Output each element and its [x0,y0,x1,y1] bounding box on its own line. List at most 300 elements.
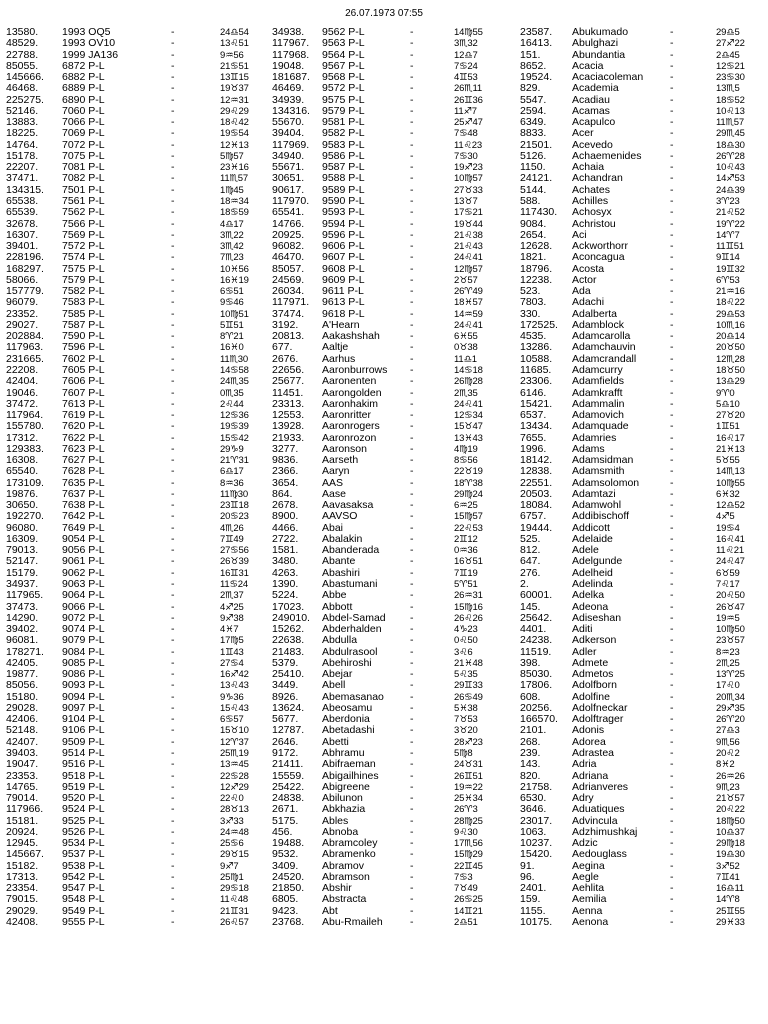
zodiac-position: 5♍8 [454,748,473,759]
zodiac-position: 10♍55 [716,477,745,489]
object-number: 15182. [6,859,39,872]
object-name: 7607 P-L [62,386,105,399]
left-column-table [6,27,526,928]
separator-dash: - [171,138,175,151]
object-name: 9524 P-L [62,803,105,816]
object-name: 9064 P-L [62,589,105,602]
separator-dash: - [410,578,414,591]
separator-dash: - [670,59,674,72]
object-name: 9061 P-L [62,555,105,568]
object-number: 8926. [272,690,299,703]
table-row [520,635,764,646]
object-name: Adriana [572,769,609,782]
object-name: Adry [572,792,594,805]
zodiac-position: 10♍51 [220,308,249,320]
object-name: Adamcarolla [572,330,631,343]
object-number: 2671. [272,803,299,816]
separator-dash: - [410,386,414,399]
zodiac-position: 25♏19 [220,748,249,759]
zodiac-position: 21♓48 [454,657,483,669]
object-name: Aehlita [572,882,605,895]
object-name: Aarhus [322,352,356,365]
separator-dash: - [171,713,175,726]
separator-dash: - [410,555,414,568]
separator-dash: - [410,149,414,162]
separator-dash: - [410,285,414,298]
object-name: Admetos [572,668,614,681]
object-number: 85030. [520,668,553,681]
object-number: 525. [520,532,541,545]
object-number: 42407. [6,735,39,748]
separator-dash: - [171,904,175,917]
zodiac-position: 8♈21 [220,331,244,343]
object-name: Abifraeman [322,758,376,771]
object-name: Adeona [572,600,609,613]
object-number: 16308. [6,454,39,467]
table-row [520,624,764,635]
separator-dash: - [410,701,414,714]
object-number: 812. [520,544,541,557]
object-name: Adonis [572,724,605,737]
object-number: 159. [520,893,541,906]
separator-dash: - [171,59,175,72]
object-name: Adler [572,645,597,658]
object-name: 9593 P-L [322,206,365,219]
separator-dash: - [171,769,175,782]
zodiac-position: 8♒23 [716,646,740,658]
separator-dash: - [410,116,414,129]
zodiac-position: 18♌22 [716,297,745,309]
object-number: 16307. [6,228,39,241]
object-number: 37471. [6,172,39,185]
separator-dash: - [171,634,175,647]
separator-dash: - [171,442,175,455]
object-name: 7596 P-L [62,341,105,354]
zodiac-position: 7♌17 [716,579,740,591]
object-name: 7075 P-L [62,149,105,162]
zodiac-position: 10♌43 [716,162,745,174]
object-name: 9564 P-L [322,48,365,61]
zodiac-position: 26♈20 [716,714,745,726]
table-row [520,128,764,139]
object-name: 9066 P-L [62,600,105,613]
separator-dash: - [410,217,414,230]
object-number: 145. [520,600,541,613]
object-name: 1993 OV10 [62,37,116,50]
zodiac-position: 27♐22 [716,38,745,50]
object-number: 4401. [520,623,547,636]
object-name: Adamquade [572,420,629,433]
zodiac-position: 26♈49 [454,286,483,298]
object-number: 23353. [6,769,39,782]
separator-dash: - [410,397,414,410]
object-name: Abramcoley [322,837,378,850]
object-number: 178271. [6,645,44,658]
object-number: 79014. [6,792,39,805]
separator-dash: - [171,116,175,129]
object-number: 2678. [272,499,299,512]
object-number: 9532. [272,848,299,861]
object-number: 20924. [6,825,39,838]
object-number: 91. [520,859,535,872]
object-number: 42408. [6,915,39,928]
object-number: 239. [520,747,541,759]
object-number: 268. [520,735,541,748]
object-name: 9596 P-L [322,228,365,241]
zodiac-position: 25♓34 [454,793,483,805]
object-number: 6757. [520,510,547,523]
zodiac-position: 13♒45 [220,759,249,771]
table-row [520,827,764,838]
zodiac-position: 21♊31 [220,905,249,917]
zodiac-position: 16♓19 [220,274,249,286]
zodiac-position: 12♓13 [220,139,249,151]
table-row [520,320,764,331]
separator-dash: - [171,589,175,602]
table-row [520,500,764,511]
zodiac-position: 23♓16 [220,162,249,174]
separator-dash: - [670,397,674,410]
zodiac-position: 3♏42 [220,241,244,253]
separator-dash: - [171,397,175,410]
object-name: Abemasanao [322,690,384,703]
separator-dash: - [410,747,414,759]
zodiac-position: 16♌41 [716,533,745,545]
object-name: 9563 P-L [322,37,365,50]
object-number: 96079. [6,296,39,309]
zodiac-position: 12♎7 [454,49,478,61]
zodiac-position: 11♌23 [454,139,482,151]
table-row [6,804,526,815]
separator-dash: - [410,792,414,805]
table-row [520,917,764,928]
separator-dash: - [410,442,414,455]
object-number: 151. [520,48,541,61]
object-number: 96080. [6,521,39,534]
zodiac-position: 26♊36 [454,94,483,106]
zodiac-position: 14♈7 [716,229,740,241]
zodiac-position: 2♊12 [454,533,478,545]
table-row [520,804,764,815]
object-name: Abeosamu [322,701,373,714]
separator-dash: - [670,149,674,162]
separator-dash: - [410,71,414,84]
object-name: Adamchauvin [572,341,636,354]
object-number: 249010. [272,611,310,624]
object-number: 22207. [6,161,39,174]
zodiac-position: 9♌30 [454,826,478,838]
separator-dash: - [410,476,414,489]
object-number: 9836. [272,454,299,467]
object-number: 14766. [272,217,305,230]
table-row [6,128,526,139]
table-row [520,376,764,387]
zodiac-position: 21♋51 [220,60,249,72]
separator-dash: - [171,206,175,219]
object-number: 5224. [272,589,299,602]
separator-dash: - [171,611,175,624]
separator-dash: - [410,194,414,207]
object-number: 21850. [272,882,305,895]
zodiac-position: 14♈8 [716,894,740,906]
object-name: 9520 P-L [62,792,105,805]
zodiac-position: 11♏57 [716,117,744,129]
object-name: 9594 P-L [322,217,365,230]
separator-dash: - [670,825,674,838]
object-name: Acapulco [572,116,616,129]
separator-dash: - [171,194,175,207]
separator-dash: - [670,431,674,444]
zodiac-position: 10♓56 [220,263,249,275]
object-name: 7082 P-L [62,172,105,185]
zodiac-position: 16♉51 [454,556,483,568]
zodiac-position: 19♋39 [220,421,249,433]
zodiac-position: 4♍19 [454,443,478,455]
separator-dash: - [171,93,175,106]
separator-dash: - [171,532,175,545]
table-row [520,241,764,252]
zodiac-position: 12♎52 [716,500,745,512]
zodiac-position: 14♊21 [454,905,483,917]
object-name: Aaronson [322,442,367,455]
object-name: 9568 P-L [322,71,365,84]
object-number: 1390. [272,578,299,591]
table-row [520,286,764,297]
separator-dash: - [171,82,175,95]
zodiac-position: 6♒25 [454,500,478,512]
separator-dash: - [171,409,175,422]
object-number: 181687. [272,71,310,84]
zodiac-position: 26♍28 [454,376,483,388]
table-row [520,489,764,500]
separator-dash: - [670,206,674,219]
object-number: 34940. [272,149,305,162]
separator-dash: - [410,915,414,928]
table-row [6,511,526,522]
zodiac-position: 22♋28 [220,770,249,782]
zodiac-position: 27♉33 [454,184,483,196]
separator-dash: - [670,409,674,422]
zodiac-position: 9♊14 [716,252,740,264]
table-row [520,658,764,669]
object-name: Aberdonia [322,713,370,726]
object-number: 134316. [272,104,310,117]
separator-dash: - [670,566,674,579]
zodiac-position: 14♍55 [454,27,483,38]
separator-dash: - [171,285,175,298]
table-row [520,545,764,556]
separator-dash: - [410,510,414,523]
zodiac-position: 20♉50 [716,342,745,354]
object-name: Aaronrozon [322,431,377,444]
table-row [6,297,526,308]
separator-dash: - [670,882,674,895]
table-row [520,883,764,894]
zodiac-position: 18♓57 [454,297,483,309]
object-number: 85056. [6,679,39,692]
object-number: 5175. [272,814,299,827]
separator-dash: - [171,104,175,117]
separator-dash: - [670,48,674,61]
object-number: 12945. [6,837,39,850]
object-number: 25642. [520,611,553,624]
object-number: 23306. [520,375,553,388]
object-number: 15262. [272,623,305,636]
zodiac-position: 10♎37 [716,826,745,838]
separator-dash: - [171,26,175,38]
separator-dash: - [670,915,674,928]
object-name: Adamcrandall [572,352,637,365]
table-row [520,771,764,782]
object-number: 4466. [272,521,299,534]
object-number: 8900. [272,510,299,523]
separator-dash: - [670,758,674,771]
object-number: 25422. [272,780,305,793]
object-name: Aenna [572,904,603,917]
zodiac-position: 6♓32 [716,488,740,500]
zodiac-position: 14♏13 [716,466,745,478]
zodiac-position: 24♎54 [220,27,249,38]
zodiac-position: 9♐7 [220,860,239,872]
separator-dash: - [171,183,175,196]
object-name: Aaronhakim [322,397,379,410]
zodiac-position: 17♍5 [220,635,244,647]
separator-dash: - [410,307,414,320]
separator-dash: - [171,127,175,140]
object-number: 11685. [520,363,552,376]
object-name: 9547 P-L [62,882,105,895]
object-number: 20256. [520,701,553,714]
separator-dash: - [171,521,175,534]
object-name: AAVSO [322,510,358,523]
zodiac-position: 15♉10 [220,725,249,737]
object-number: 231665. [6,352,44,365]
object-number: 9172. [272,747,299,759]
object-number: 29028. [6,701,39,714]
object-number: 79013. [6,544,39,557]
zodiac-position: 21♉57 [716,793,745,805]
zodiac-position: 7♋48 [454,128,478,140]
object-name: Adamblock [572,318,624,331]
zodiac-position: 12♏28 [716,353,745,365]
zodiac-position: 4♏26 [220,522,244,534]
separator-dash: - [171,363,175,376]
separator-dash: - [171,623,175,636]
object-name: 7619 P-L [62,409,105,422]
separator-dash: - [410,26,414,38]
separator-dash: - [410,273,414,286]
table-row [520,478,764,489]
zodiac-position: 18♉50 [716,364,745,376]
separator-dash: - [410,172,414,185]
zodiac-position: 6♋51 [220,286,244,298]
separator-dash: - [171,803,175,816]
zodiac-position: 27♋56 [220,545,249,557]
object-number: 10237. [520,837,553,850]
table-row [520,838,764,849]
object-number: 129383. [6,442,44,455]
object-name: Adamtazi [572,487,616,500]
object-number: 17312. [6,431,39,444]
table-row [520,162,764,173]
separator-dash: - [171,870,175,883]
separator-dash: - [171,375,175,388]
object-number: 155780. [6,420,44,433]
object-number: 4263. [272,566,299,579]
separator-dash: - [171,499,175,512]
object-number: 21501. [520,138,553,151]
separator-dash: - [670,578,674,591]
object-number: 3654. [272,476,299,489]
zodiac-position: 20♌22 [716,804,745,816]
zodiac-position: 15♉47 [454,421,483,433]
object-name: Aavasaksa [322,499,374,512]
object-name: 9534 P-L [62,837,105,850]
table-row [520,230,764,241]
table-row [6,635,526,646]
object-name: Abehiroshi [322,656,372,669]
separator-dash: - [171,217,175,230]
zodiac-position: 8♒36 [220,477,244,489]
separator-dash: - [410,814,414,827]
separator-dash: - [171,352,175,365]
zodiac-position: 29♏45 [716,128,745,140]
object-name: 7628 P-L [62,465,105,478]
object-name: Acevedo [572,138,613,151]
object-number: 22208. [6,363,39,376]
zodiac-position: 19♐23 [454,162,483,174]
object-number: 2594. [520,104,547,117]
object-number: 15559. [272,769,305,782]
object-name: 9094 P-L [62,690,105,703]
object-name: 7072 P-L [62,138,105,151]
zodiac-position: 8♋56 [454,455,478,467]
object-name: Abundantia [572,48,626,61]
zodiac-position: 24♌41 [454,398,483,410]
object-number: 166570. [520,713,558,726]
object-number: 85057. [272,262,305,275]
separator-dash: - [410,870,414,883]
zodiac-position: 24♉31 [454,759,483,771]
separator-dash: - [171,555,175,568]
object-number: 1821. [520,251,547,264]
object-number: 12553. [272,409,305,422]
table-row [520,906,764,917]
zodiac-position: 19♒5 [716,612,740,624]
zodiac-position: 1♍45 [220,184,244,196]
zodiac-position: 4♑23 [454,624,478,636]
zodiac-position: 12♈37 [220,736,249,748]
zodiac-position: 19♒22 [454,781,483,793]
object-number: 13883. [6,116,39,129]
object-number: 10588. [520,352,553,365]
zodiac-position: 9♋46 [220,297,244,309]
table-row [520,737,764,748]
object-name: 9084 P-L [62,645,105,658]
zodiac-position: 13♌51 [220,38,249,50]
page-timestamp: 26.07.1973 07:55 [345,8,423,19]
zodiac-position: 29♎53 [716,308,745,320]
zodiac-position: 6♎17 [220,466,244,478]
object-name: 9106 P-L [62,724,105,737]
object-number: 23587. [520,26,553,38]
object-name: 9093 P-L [62,679,105,692]
object-name: Abukumado [572,26,629,38]
object-name: 9548 P-L [62,893,105,906]
separator-dash: - [670,183,674,196]
separator-dash: - [670,893,674,906]
object-number: 117964. [6,409,44,422]
